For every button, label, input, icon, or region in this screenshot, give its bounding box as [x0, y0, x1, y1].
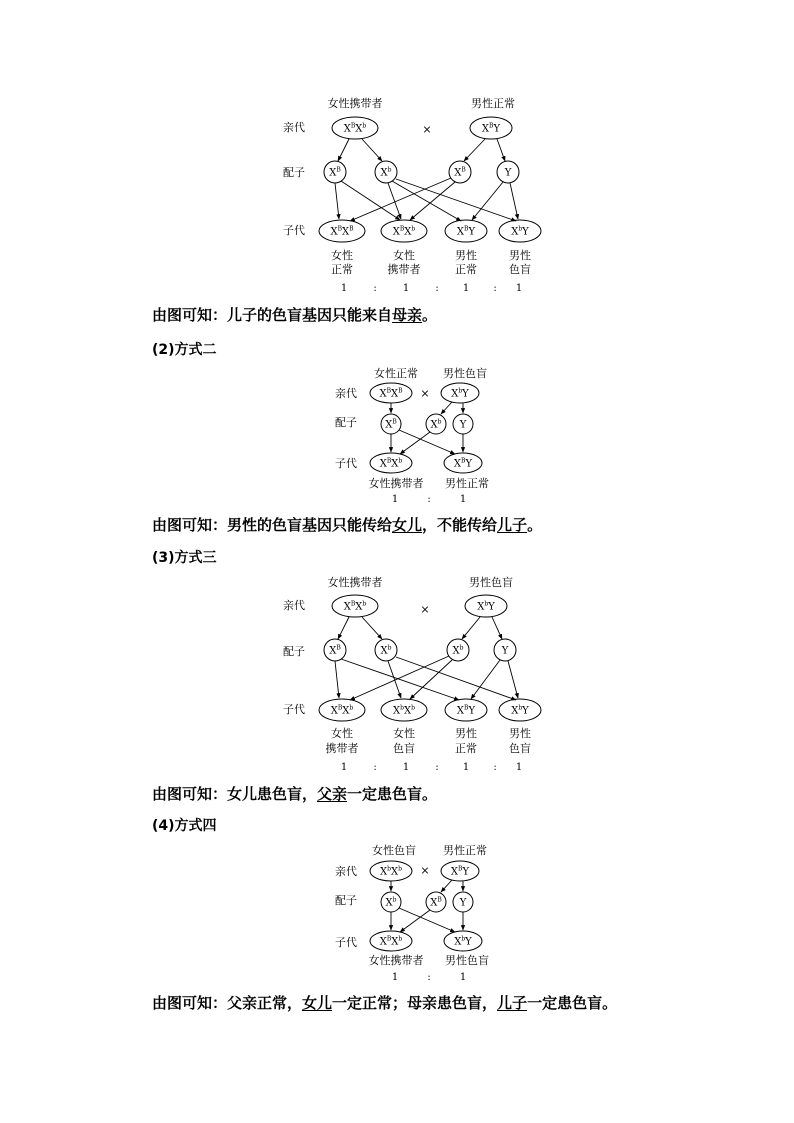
father-label: 男性色盲: [443, 367, 487, 380]
ratio-2: 1: [402, 762, 410, 773]
gamete-2: $X^B$: [430, 896, 442, 909]
pheno-1-line1: 女性: [331, 249, 353, 262]
ratio-2: 1: [459, 972, 467, 983]
ratio-sep-1: :: [373, 762, 377, 773]
pheno-3-line1: 男性: [455, 249, 477, 262]
gamete-1: $X^B$: [329, 166, 341, 179]
ratio-sep-2: :: [435, 762, 439, 773]
ratio-sep: :: [427, 494, 431, 505]
gamete-2: $X^b$: [380, 644, 392, 657]
ratio-4: 1: [515, 283, 523, 294]
father-genotype: $X^BY$: [450, 865, 470, 878]
conclusion-2-answer-1: 女儿: [392, 516, 423, 534]
mother-label: 女性携带者: [327, 576, 383, 589]
gamete-2: $X^b$: [430, 418, 442, 431]
ratio-sep: :: [427, 972, 431, 983]
father-genotype: $X^bY$: [451, 387, 469, 400]
cross-sign: ×: [422, 123, 432, 136]
pheno-1: 女性携带者: [368, 477, 424, 490]
gamete-2: $X^b$: [380, 166, 392, 179]
gamete-3: Y: [459, 419, 467, 431]
ratio-sep-2: :: [435, 283, 439, 294]
ratio-1: 1: [340, 283, 348, 294]
mother-genotype: $X^BX^b$: [343, 122, 367, 135]
conclusion-1: [152, 304, 437, 325]
pheno-2-line2: 携带者: [387, 263, 421, 276]
pheno-2: 男性正常: [445, 477, 489, 490]
ratio-4: 1: [515, 762, 523, 773]
gamete-4: Y: [504, 167, 512, 179]
diagram-2: [335, 366, 489, 505]
ratio-1: 1: [340, 762, 348, 773]
ratio-3: 1: [462, 762, 470, 773]
conclusion-3: [152, 783, 437, 804]
conclusion-3-text-a: 由图可知：女儿患色盲，: [152, 785, 318, 803]
offspring-2: $X^BY$: [453, 457, 473, 470]
heading-method-2: (2)方式二: [152, 342, 217, 358]
mother-genotype: $X^BX^B$: [379, 387, 403, 400]
row-label-parent: 亲代: [283, 599, 305, 612]
conclusion-3-answer: 父亲: [317, 785, 348, 803]
conclusion-2-answer-2: 儿子: [497, 516, 528, 534]
row-label-gamete: 配子: [283, 645, 305, 658]
gamete-4: Y: [501, 645, 509, 657]
conclusion-1-text-a: 由图可知：儿子的色盲基因只能来自: [152, 306, 393, 324]
pheno-2: 男性色盲: [445, 954, 489, 967]
conclusion-4-text-e: 一定患色盲。: [527, 994, 618, 1012]
offspring-1: $X^BX^b$: [379, 457, 403, 470]
ratio-sep-1: :: [373, 283, 377, 294]
conclusion-1-answer: 母亲: [392, 306, 423, 324]
offspring-2: $X^bX^b$: [393, 704, 415, 717]
conclusion-2-text-e: 。: [527, 516, 543, 534]
father-label: 男性正常: [443, 844, 487, 857]
conclusion-2: [152, 514, 542, 535]
offspring-3: $X^BY$: [456, 225, 476, 238]
row-label-offspring: 子代: [335, 936, 357, 949]
pheno-4-line2: 色盲: [509, 742, 531, 755]
cross-sign: ×: [420, 387, 430, 400]
mother-genotype: $X^bX^b$: [380, 865, 402, 878]
pheno-1-line2: 携带者: [325, 742, 359, 755]
father-label: 男性正常: [471, 97, 515, 110]
pheno-4-line1: 男性: [509, 249, 531, 262]
row-label-gamete: 配子: [283, 166, 305, 179]
heading-method-3: (3)方式三: [152, 550, 217, 566]
conclusion-4-text-c: 一定正常；母亲患色盲，: [332, 994, 498, 1012]
mother-label: 女性携带者: [327, 97, 383, 110]
ratio-1: 1: [391, 972, 399, 983]
pheno-3-line2: 正常: [455, 742, 477, 755]
father-genotype: $X^BY$: [481, 122, 501, 135]
offspring-3: $X^BY$: [456, 704, 476, 717]
gamete-3: $X^B$: [454, 166, 466, 179]
ratio-2: 1: [402, 283, 410, 294]
pheno-1: 女性携带者: [368, 954, 424, 967]
row-label-offspring: 子代: [335, 457, 357, 470]
mother-label: 女性正常: [374, 367, 418, 380]
ratio-3: 1: [462, 283, 470, 294]
ratio-sep-3: :: [493, 283, 497, 294]
ratio-2: 1: [459, 494, 467, 505]
offspring-1: $X^BX^b$: [379, 935, 403, 948]
conclusion-4-text-a: 由图可知：父亲正常，: [152, 994, 303, 1012]
offspring-1: $X^BX^B$: [330, 225, 354, 238]
pheno-4-line2: 色盲: [509, 263, 531, 276]
row-label-parent: 亲代: [335, 387, 357, 400]
gamete-1: $X^b$: [385, 896, 397, 909]
ratio-sep-3: :: [493, 762, 497, 773]
offspring-2: $X^BX^b$: [392, 225, 416, 238]
conclusion-2-text-c: ，不能传给: [422, 516, 498, 534]
pheno-4-line1: 男性: [509, 727, 531, 740]
diagram-1-arrows: [335, 139, 518, 221]
offspring-4: $X^bY$: [511, 225, 529, 238]
cross-sign: ×: [420, 864, 430, 877]
row-label-offspring: 子代: [283, 703, 305, 716]
gamete-1: $X^B$: [329, 644, 341, 657]
gamete-3: $X^b$: [452, 644, 464, 657]
conclusion-1-text-c: 。: [422, 306, 438, 324]
offspring-1: $X^BX^b$: [330, 704, 354, 717]
cross-sign: ×: [420, 603, 430, 616]
mother-genotype: $X^BX^b$: [343, 600, 367, 613]
father-label: 男性色盲: [469, 576, 513, 589]
father-genotype: $X^bY$: [477, 600, 495, 613]
pheno-1-line1: 女性: [331, 727, 353, 740]
diagram-3: [283, 575, 541, 773]
conclusion-4: [152, 992, 617, 1013]
row-label-parent: 亲代: [283, 121, 305, 134]
row-label-offspring: 子代: [283, 224, 305, 237]
mother-label: 女性色盲: [372, 844, 416, 857]
pheno-3-line1: 男性: [455, 727, 477, 740]
pheno-2-line1: 女性: [393, 727, 415, 740]
offspring-2: $X^bY$: [454, 935, 472, 948]
pheno-3-line2: 正常: [455, 263, 477, 276]
gamete-1: $X^B$: [385, 418, 397, 431]
conclusion-2-text-a: 由图可知：男性的色盲基因只能传给: [152, 516, 393, 534]
diagram-3-arrows: [335, 617, 518, 700]
conclusion-4-answer-1: 女儿: [302, 994, 333, 1012]
heading-method-4: (4)方式四: [152, 818, 217, 834]
row-label-parent: 亲代: [335, 865, 357, 878]
ratio-1: 1: [391, 494, 399, 505]
conclusion-4-answer-2: 儿子: [497, 994, 528, 1012]
offspring-4: $X^bY$: [511, 704, 529, 717]
pheno-2-line1: 女性: [393, 249, 415, 262]
pheno-1-line2: 正常: [331, 263, 353, 276]
row-label-gamete: 配子: [335, 894, 357, 907]
conclusion-3-text-c: 一定患色盲。: [347, 785, 438, 803]
pheno-2-line2: 色盲: [393, 742, 415, 755]
gamete-3: Y: [459, 897, 467, 909]
row-label-gamete: 配子: [335, 416, 357, 429]
diagram-1: [283, 96, 541, 294]
diagram-4: [335, 843, 489, 983]
